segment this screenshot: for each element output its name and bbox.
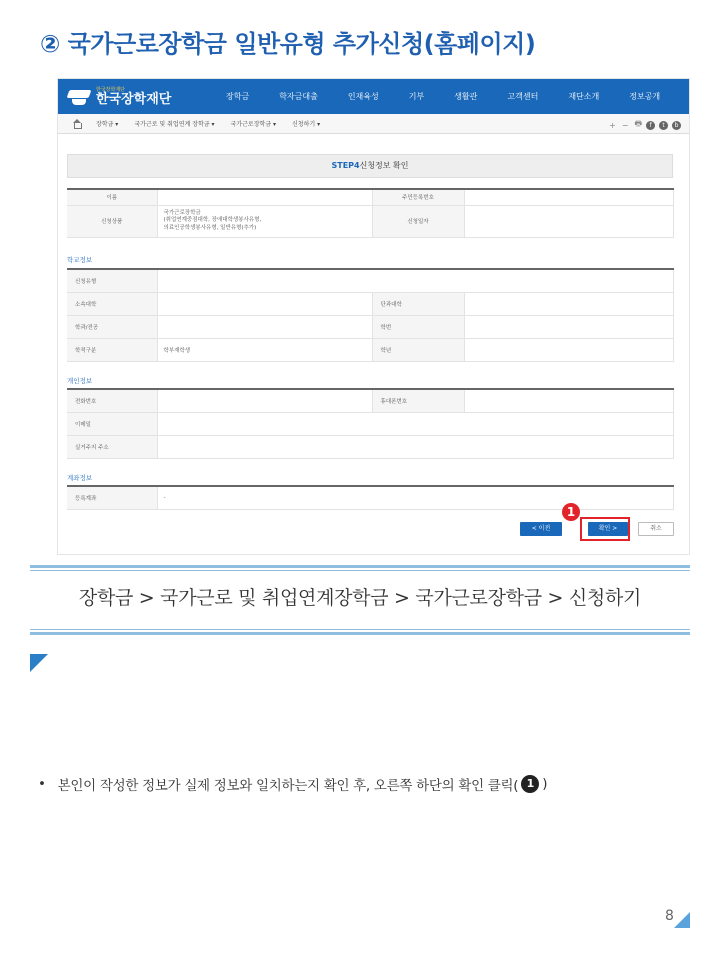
mobile-label: 휴대폰번호: [372, 389, 464, 412]
site-logo[interactable]: [66, 85, 171, 109]
address-value: [157, 435, 673, 458]
university-value: [157, 292, 372, 315]
page-tools: [603, 118, 681, 132]
step-marker-badge: 1: [562, 503, 580, 521]
breadcrumb-work-scholarship[interactable]: 국가근로 및 취업연계 장학금 ▾: [134, 121, 215, 128]
apply-type-line-1: 국가근로장학금: [163, 210, 201, 217]
menu-dormitory[interactable]: 생활관: [454, 92, 478, 101]
college-value: [464, 292, 673, 315]
apply-date-label: 신청일자: [372, 205, 464, 237]
page-number: 8: [665, 908, 674, 924]
instruction-before: 본인이 작성한 정보가 실제 정보와 일치하는지 확인 후, 오른쪽 하단의 확인 클릭(: [57, 778, 519, 794]
address-label: 실거주지 주소: [67, 435, 157, 458]
zoom-in-icon[interactable]: +: [609, 120, 616, 130]
major-value: [157, 315, 372, 338]
page-corner-triangle-icon: [674, 912, 690, 928]
apply-type-label: 신청상품: [67, 205, 157, 237]
apply-type-value: [157, 205, 372, 237]
confirm-highlight-box: [580, 517, 630, 541]
account-label: 등록계좌: [67, 486, 157, 509]
menu-student-loan[interactable]: 학자금대출: [279, 92, 318, 101]
zoom-out-icon[interactable]: −: [621, 120, 629, 130]
grade-value: [464, 338, 673, 361]
student-id-label: 학번: [372, 315, 464, 338]
prev-button[interactable]: < 이전: [520, 522, 562, 536]
apply-date-value: [464, 205, 673, 237]
graduation-cap-icon: [66, 86, 92, 108]
instruction-marker: 1: [521, 775, 539, 793]
logo-subtitle: 한국장학재단: [96, 87, 125, 93]
corner-triangle-icon: [30, 654, 48, 672]
facebook-icon[interactable]: f: [646, 121, 655, 130]
phone-label: 전화번호: [67, 389, 157, 412]
breadcrumb-apply[interactable]: 신청하기 ▾: [292, 121, 321, 128]
print-icon[interactable]: 🖶: [634, 119, 642, 128]
major-label: 학과/전공: [67, 315, 157, 338]
menu-customer-center[interactable]: 고객센터: [507, 92, 539, 101]
step-header: [67, 154, 673, 178]
page-title: ② 국가근로장학금 일반유형 추가신청(홈페이지): [40, 30, 536, 58]
top-navigation: [58, 79, 690, 114]
personal-info-table: [67, 388, 674, 459]
apply-type-field-label: 신청유형: [67, 269, 157, 292]
apply-type-field-value: [157, 269, 673, 292]
mobile-value: [464, 389, 673, 412]
logo-name: 한국장학재단: [96, 92, 172, 107]
university-label: 소속대학: [67, 292, 157, 315]
applicant-summary-table: [67, 188, 674, 238]
email-value: [157, 412, 673, 435]
confirm-button[interactable]: 확인 >: [588, 522, 628, 536]
account-info-title: 계좌정보: [67, 474, 93, 482]
instruction-after: ): [542, 776, 548, 792]
breadcrumb-national-work[interactable]: 국가근로장학금 ▾: [230, 121, 277, 128]
twitter-icon[interactable]: t: [659, 121, 668, 130]
apply-type-line-2: (취업연계중점대학, 장애대학생봉사유형,: [163, 217, 262, 224]
menu-scholarship[interactable]: 장학금: [226, 92, 250, 101]
personal-info-title: 개인정보: [67, 377, 93, 385]
grade-label: 학년: [372, 338, 464, 361]
rrn-label: 주민등록번호: [372, 189, 464, 205]
college-label: 단과대학: [372, 292, 464, 315]
instruction-text: [38, 774, 547, 794]
school-info-table: [67, 268, 674, 362]
phone-value: [157, 389, 372, 412]
name-value: [157, 189, 372, 205]
menu-about[interactable]: 재단소개: [568, 92, 600, 101]
enrollment-label: 학적구분: [67, 338, 157, 361]
name-label: 이름: [67, 189, 157, 205]
school-info-title: 학교정보: [67, 256, 93, 264]
menu-disclosure[interactable]: 정보공개: [629, 92, 661, 101]
breadcrumb: [58, 114, 690, 134]
menu-donation[interactable]: 기부: [408, 92, 425, 101]
enrollment-value: 학부재학생: [157, 338, 372, 361]
breadcrumb-scholarship[interactable]: 장학금 ▾: [96, 121, 119, 128]
account-value: -: [157, 486, 673, 509]
apply-type-line-3: 의료인공학생봉사유형, 일반유형(추가): [163, 224, 257, 231]
bullet-icon: •: [38, 776, 46, 792]
main-menu: [226, 79, 690, 114]
website-screenshot: [57, 78, 690, 555]
menu-talent[interactable]: 인재육성: [347, 92, 379, 101]
menu-path-text: 장학금 > 국가근로 및 취업연계장학금 > 국가근로장학금 > 신청하기: [78, 587, 642, 609]
home-icon[interactable]: [72, 119, 82, 129]
blog-icon[interactable]: b: [672, 121, 681, 130]
student-id-value: [464, 315, 673, 338]
rrn-value: [464, 189, 673, 205]
email-label: 이메일: [67, 412, 157, 435]
cancel-button[interactable]: 취소: [638, 522, 674, 536]
menu-path-banner: [30, 565, 690, 635]
account-info-table: [67, 485, 674, 510]
step-number: STEP4: [331, 161, 360, 170]
step-title: 신청정보 확인: [359, 161, 409, 170]
